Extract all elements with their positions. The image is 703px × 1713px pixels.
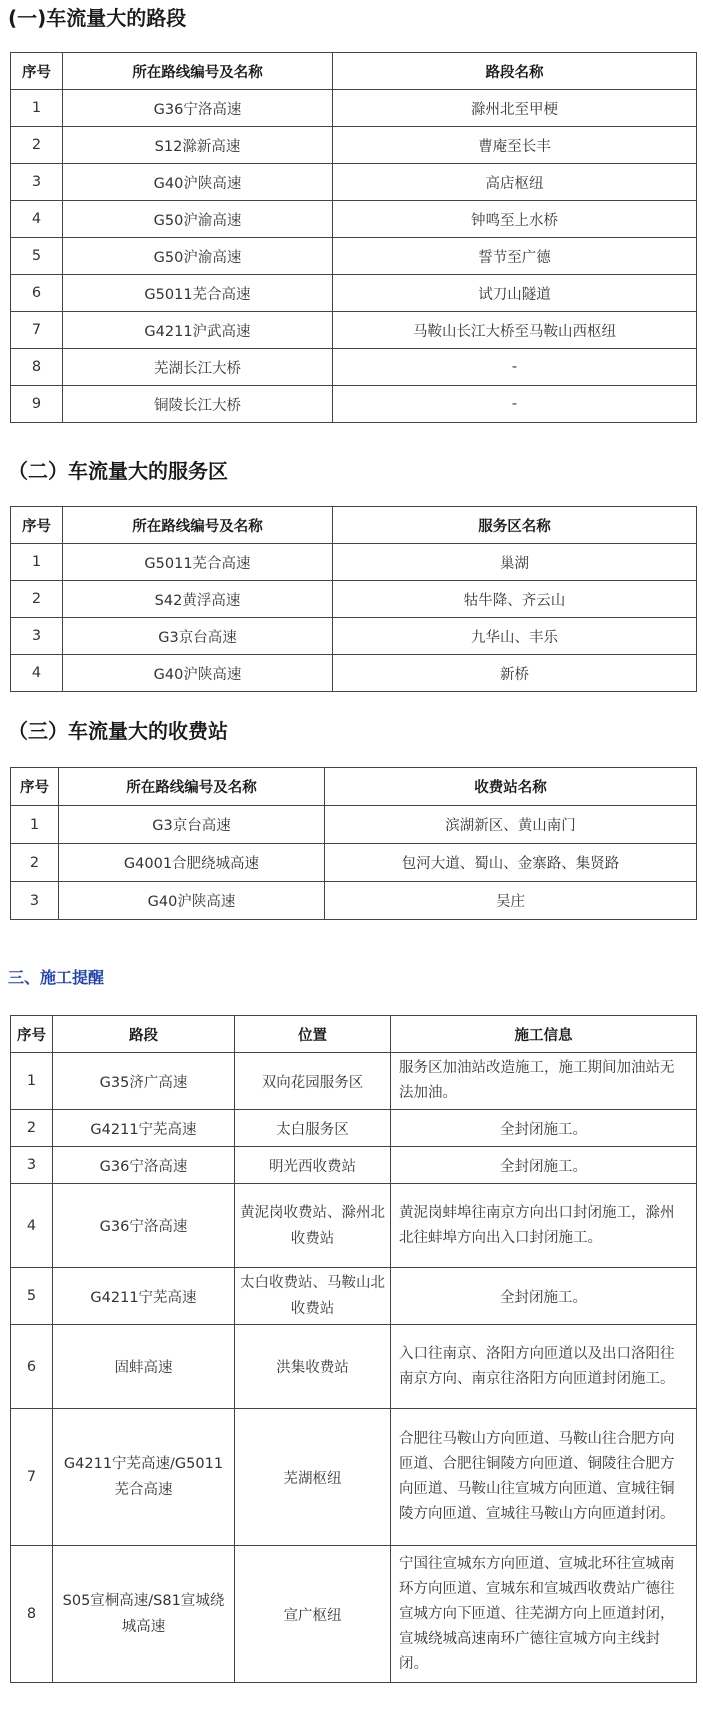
table-header-row [11, 507, 697, 544]
construction-table [10, 1015, 697, 1683]
cell-toll-station: 包河大道、蜀山、金寨路、集贤路 [325, 844, 697, 882]
cell-index: 4 [11, 1184, 53, 1268]
cell-construction-info: 黄泥岗蚌埠往南京方向出口封闭施工，滁州北往蚌埠方向出入口封闭施工。 [391, 1184, 697, 1268]
cell-index: 9 [11, 386, 63, 423]
header-toll-station: 收费站名称 [325, 768, 697, 806]
cell-segment: 誓节至广德 [333, 238, 697, 275]
cell-route: S42黄浮高速 [63, 581, 333, 618]
table-header-row [11, 1016, 697, 1053]
header-index: 序号 [11, 507, 63, 544]
header-index: 序号 [11, 1016, 53, 1053]
cell-construction-info: 全封闭施工。 [391, 1110, 697, 1147]
cell-segment: 试刀山隧道 [333, 275, 697, 312]
table-header-row [11, 53, 697, 90]
cell-route: 铜陵长江大桥 [63, 386, 333, 423]
table-row [11, 1325, 697, 1409]
cell-index: 5 [11, 1268, 53, 1325]
table-row [11, 806, 697, 844]
cell-construction-info: 服务区加油站改造施工，施工期间加油站无法加油。 [391, 1053, 697, 1110]
cell-index: 8 [11, 1546, 53, 1683]
cell-segment: - [333, 386, 697, 423]
cell-road: S05宣桐高速/S81宣城绕城高速 [53, 1546, 235, 1683]
cell-route: G50沪渝高速 [63, 201, 333, 238]
cell-route: G3京台高速 [59, 806, 325, 844]
header-construction-info: 施工信息 [391, 1016, 697, 1053]
table-row [11, 386, 697, 423]
cell-index: 3 [11, 164, 63, 201]
cell-index: 1 [11, 1053, 53, 1110]
cell-location: 洪集收费站 [235, 1325, 391, 1409]
table-row [11, 164, 697, 201]
cell-index: 6 [11, 1325, 53, 1409]
cell-segment: 马鞍山长江大桥至马鞍山西枢纽 [333, 312, 697, 349]
cell-segment: 滁州北至甲梗 [333, 90, 697, 127]
cell-road: G36宁洛高速 [53, 1184, 235, 1268]
table-row [11, 1147, 697, 1184]
table-row [11, 201, 697, 238]
cell-index: 2 [11, 1110, 53, 1147]
cell-route: G40沪陕高速 [59, 882, 325, 920]
cell-route: G36宁洛高速 [63, 90, 333, 127]
cell-route: G4211沪武高速 [63, 312, 333, 349]
table-row [11, 1184, 697, 1268]
cell-service-area: 牯牛降、齐云山 [333, 581, 697, 618]
cell-road: G36宁洛高速 [53, 1147, 235, 1184]
service-areas-table [10, 506, 697, 692]
cell-location: 太白服务区 [235, 1110, 391, 1147]
header-service-area: 服务区名称 [333, 507, 697, 544]
cell-toll-station: 吴庄 [325, 882, 697, 920]
cell-route: S12滁新高速 [63, 127, 333, 164]
table-row [11, 618, 697, 655]
header-route: 所在路线编号及名称 [59, 768, 325, 806]
cell-construction-info: 全封闭施工。 [391, 1268, 697, 1325]
cell-segment: - [333, 349, 697, 386]
cell-construction-info: 合肥往马鞍山方向匝道、马鞍山往合肥方向匝道、合肥往铜陵方向匝道、铜陵往合肥方向匝道、马鞍山往宣城方向匝道、宣城往铜陵方向匝道、宣城往马鞍山方向匝道封闭。 [391, 1409, 697, 1546]
cell-construction-info: 宁国往宣城东方向匝道、宣城北环往宣城南环方向匝道、宣城东和宣城西收费站广德往宣城方向下匝道、往芜湖方向上匝道封闭，宣城绕城高速南环广德往宣城方向主线封闭。 [391, 1546, 697, 1683]
toll-stations-table [10, 767, 697, 920]
cell-service-area: 巢湖 [333, 544, 697, 581]
table-row [11, 238, 697, 275]
header-index: 序号 [11, 768, 59, 806]
cell-segment: 曹庵至长丰 [333, 127, 697, 164]
section-title-construction: 三、施工提醒 [8, 968, 105, 987]
cell-service-area: 九华山、丰乐 [333, 618, 697, 655]
cell-route: G3京台高速 [63, 618, 333, 655]
cell-index: 4 [11, 201, 63, 238]
cell-index: 3 [11, 1147, 53, 1184]
cell-route: G40沪陕高速 [63, 655, 333, 692]
table-row [11, 1110, 697, 1147]
cell-route: G5011芜合高速 [63, 275, 333, 312]
header-route: 所在路线编号及名称 [63, 507, 333, 544]
table-row [11, 275, 697, 312]
cell-index: 6 [11, 275, 63, 312]
header-route: 所在路线编号及名称 [63, 53, 333, 90]
cell-location: 太白收费站、马鞍山北收费站 [235, 1268, 391, 1325]
cell-road: G4211宁芜高速 [53, 1268, 235, 1325]
header-location: 位置 [235, 1016, 391, 1053]
cell-route: G5011芜合高速 [63, 544, 333, 581]
cell-index: 5 [11, 238, 63, 275]
cell-index: 2 [11, 581, 63, 618]
table-row [11, 1409, 697, 1546]
cell-index: 1 [11, 90, 63, 127]
cell-construction-info: 入口往南京、洛阳方向匝道以及出口洛阳往南京方向、南京往洛阳方向匝道封闭施工。 [391, 1325, 697, 1409]
cell-road: 固蚌高速 [53, 1325, 235, 1409]
cell-index: 2 [11, 127, 63, 164]
section-title-road-segments: (一)车流量大的路段 [8, 6, 187, 30]
table-row [11, 882, 697, 920]
cell-index: 7 [11, 312, 63, 349]
table-row [11, 1268, 697, 1325]
table-row [11, 544, 697, 581]
cell-route: G50沪渝高速 [63, 238, 333, 275]
cell-road: G4211宁芜高速/G5011芜合高速 [53, 1409, 235, 1546]
cell-location: 明光西收费站 [235, 1147, 391, 1184]
cell-location: 芜湖枢纽 [235, 1409, 391, 1546]
header-road: 路段 [53, 1016, 235, 1053]
cell-route: 芜湖长江大桥 [63, 349, 333, 386]
table-row [11, 349, 697, 386]
cell-location: 双向花园服务区 [235, 1053, 391, 1110]
table-row [11, 581, 697, 618]
table-row [11, 90, 697, 127]
cell-index: 2 [11, 844, 59, 882]
cell-road: G4211宁芜高速 [53, 1110, 235, 1147]
cell-index: 3 [11, 618, 63, 655]
cell-route: G4001合肥绕城高速 [59, 844, 325, 882]
road-segments-table [10, 52, 697, 423]
cell-index: 1 [11, 806, 59, 844]
header-index: 序号 [11, 53, 63, 90]
cell-index: 4 [11, 655, 63, 692]
table-row [11, 844, 697, 882]
cell-location: 黄泥岗收费站、滁州北收费站 [235, 1184, 391, 1268]
cell-index: 1 [11, 544, 63, 581]
cell-segment: 钟鸣至上水桥 [333, 201, 697, 238]
section-title-toll-stations: （三）车流量大的收费站 [8, 719, 228, 743]
table-row [11, 1546, 697, 1683]
cell-location: 宣广枢纽 [235, 1546, 391, 1683]
cell-road: G35济广高速 [53, 1053, 235, 1110]
cell-service-area: 新桥 [333, 655, 697, 692]
cell-segment: 高店枢纽 [333, 164, 697, 201]
cell-index: 7 [11, 1409, 53, 1546]
cell-toll-station: 滨湖新区、黄山南门 [325, 806, 697, 844]
cell-route: G40沪陕高速 [63, 164, 333, 201]
table-row [11, 655, 697, 692]
table-row [11, 127, 697, 164]
table-row [11, 312, 697, 349]
section-title-service-areas: （二）车流量大的服务区 [8, 459, 228, 483]
table-header-row [11, 768, 697, 806]
cell-construction-info: 全封闭施工。 [391, 1147, 697, 1184]
table-row [11, 1053, 697, 1110]
cell-index: 3 [11, 882, 59, 920]
cell-index: 8 [11, 349, 63, 386]
header-segment: 路段名称 [333, 53, 697, 90]
